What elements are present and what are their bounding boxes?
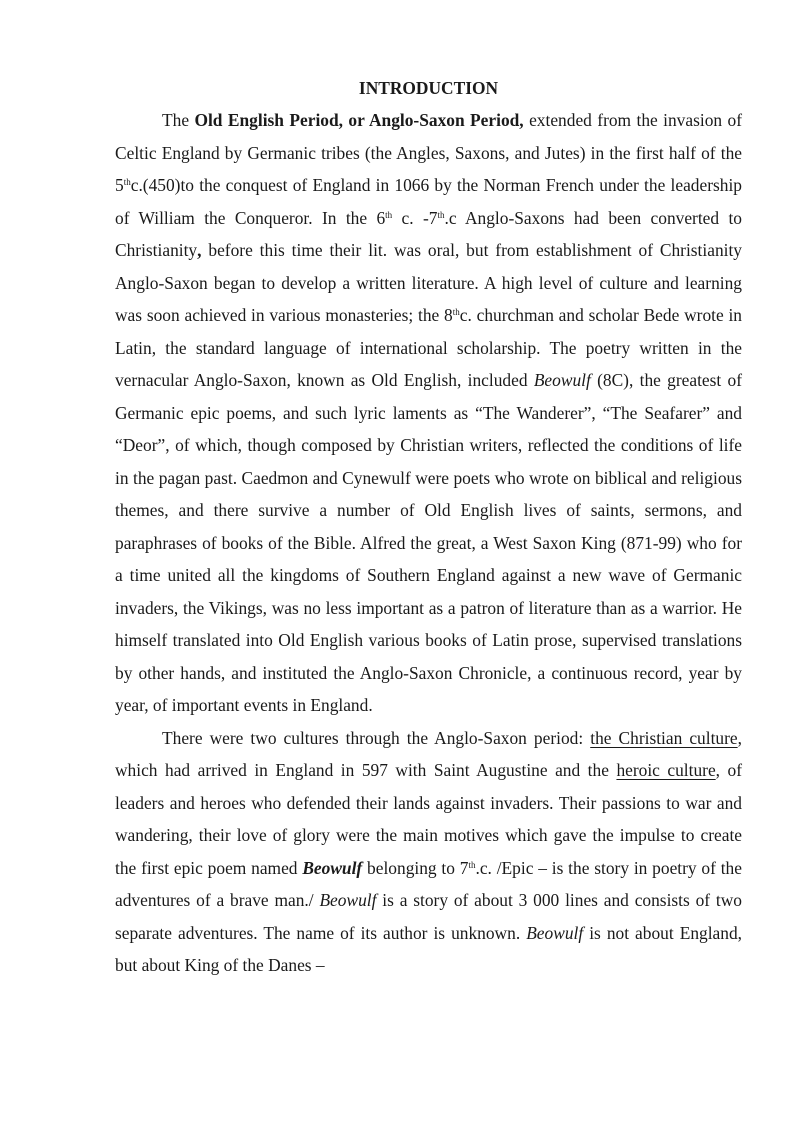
text-run: belonging to 7 (362, 857, 469, 878)
text-run: c. -7 (392, 207, 438, 228)
text-run: .c. /Epic – is the story in poetry of the adventures of a brave man./ (115, 857, 742, 910)
document-page (115, 74, 742, 982)
superscript-ordinal: th (452, 307, 460, 317)
text-run: , which had arrived in England in 597 with Saint Augustine and the (115, 727, 742, 780)
text-run: is a story of about 3 000 lines and consists of two separate adventures. The name of its author is unknown. (115, 890, 743, 943)
paragraph-two-cultures (115, 722, 742, 982)
underlined-heroic-culture: heroic culture (616, 760, 716, 780)
text-run: is not about England, but about King of the Danes – (115, 922, 743, 975)
italic-title-beowulf: Beowulf (526, 922, 584, 943)
text-run: , of leaders and heroes who defended their lands against invaders. Their passions to war and wandering, their love of glory were the main motives which gave the impulse to create the first epic poem named (115, 760, 743, 878)
text-run: c.(450)to the conquest of England in 1066 by the Norman French under the leadership of William the Conqueror. In the 6 (115, 175, 742, 228)
bold-comma: , (197, 240, 202, 260)
italic-title-beowulf: Beowulf (319, 890, 377, 910)
italic-title-beowulf: Beowulf (533, 370, 591, 390)
superscript-ordinal: th (123, 177, 131, 187)
superscript-ordinal: th (437, 209, 445, 220)
text-run: (8C), the greatest of Germanic epic poems, and such lyric laments as “The Wanderer”, “The Seafarer” and “Deor”, of which, though composed by Christian writers, reflected the conditions of life in the pagan past. Caedmon and Cynewulf were poets who wrote on biblical and religious themes, and there survive a number of Old English lives of saints, sermons, and paraphrases of books of the Bible. Alfred the great, a West Saxon King (871-99) who for a time united all the kingdoms of Southern England against a new wave of Germanic invaders, the Vikings, was no less important as a patron of literature than as a warrior. He himself translated into Old English various books of Latin prose, supervised translations by other hands, and instituted the Anglo-Saxon Chronicle, a continuous record, year by year, of important events in England. (115, 370, 742, 715)
bold-term-old-english-period: Old English Period, or Anglo-Saxon Period, (194, 110, 524, 130)
superscript-ordinal: th (385, 209, 393, 220)
text-run: There were two cultures through the Anglo-Saxon period: (162, 727, 591, 748)
text-run: .c Anglo-Saxons had been converted to Christianity (115, 207, 742, 260)
page-title: INTRODUCTION (358, 78, 499, 98)
superscript-ordinal: th (468, 859, 476, 870)
text-run: c. churchman and scholar Bede wrote in Latin, the standard language of international scholarship. The poetry written in the vernacular Anglo-Saxon, known as Old English, included (115, 305, 743, 390)
bold-italic-title-beowulf: Beowulf (302, 857, 363, 878)
underlined-christian-culture: the Christian culture (590, 727, 738, 748)
text-run: before this time their lit. was oral, but from establishment of Christianity Anglo-Saxon began to develop a written literature. A high level of culture and learning was soon achieved in various monasteries; the 8 (115, 240, 742, 325)
paragraph-old-english-period (115, 104, 742, 722)
text-run: extended from the invasion of Celtic England by Germanic tribes (the Angles, Saxons, and Jutes) in the first half of the 5 (115, 110, 742, 195)
text-run: The (162, 110, 195, 130)
